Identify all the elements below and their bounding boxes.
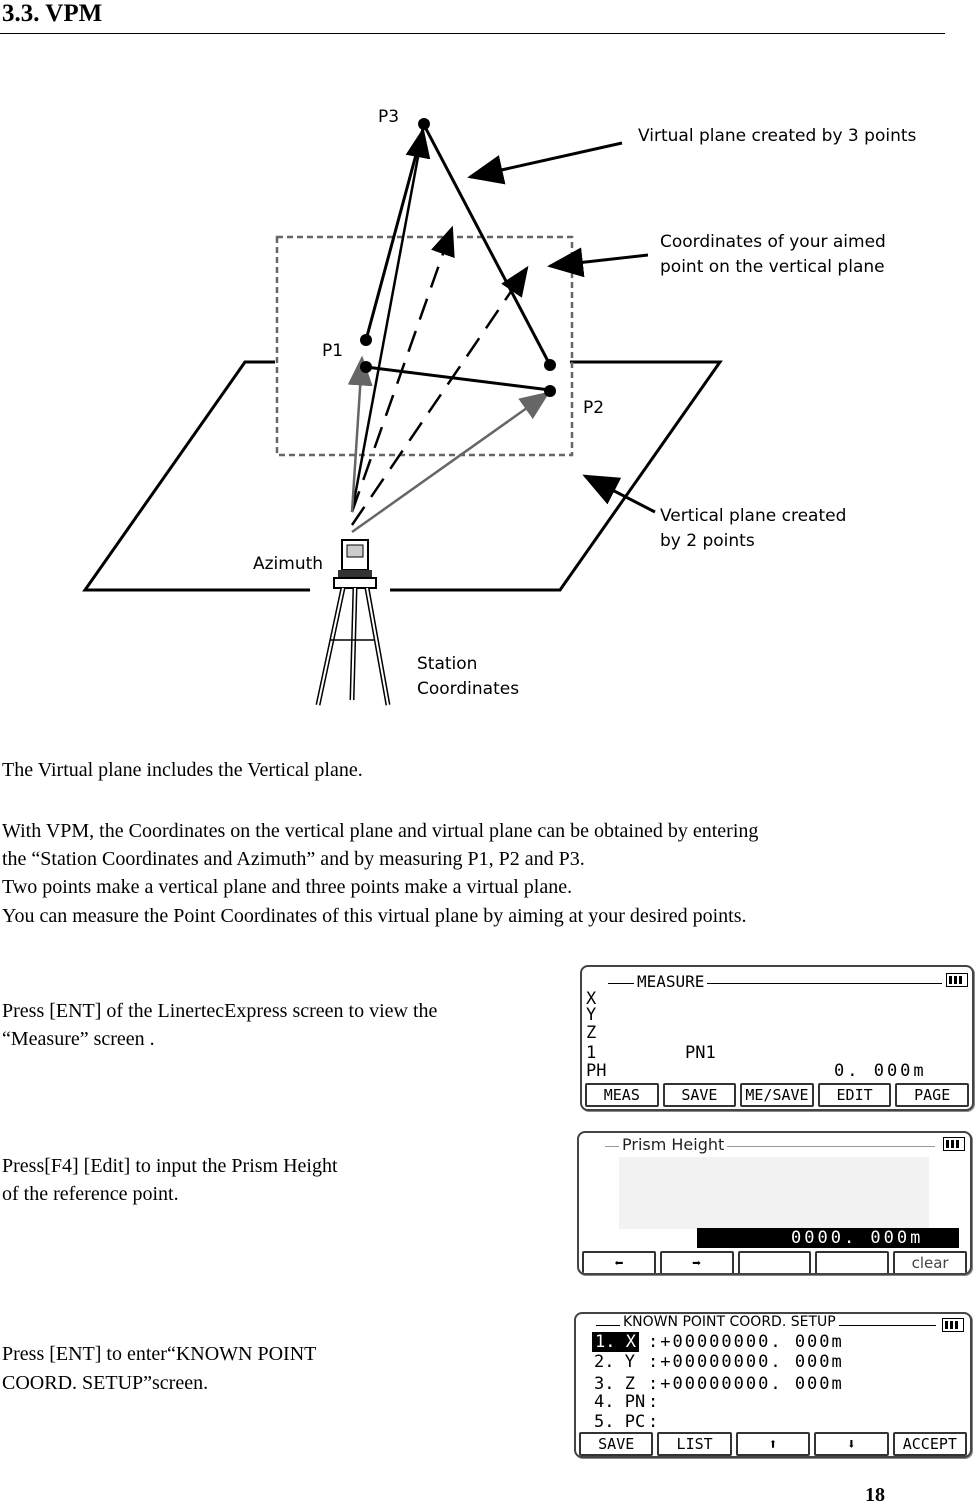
softkey-save[interactable]: SAVE (579, 1432, 653, 1456)
softkey-list[interactable]: LIST (657, 1432, 731, 1456)
label-p1: P1 (322, 341, 344, 361)
known-title: KNOWN POINT COORD. SETUP (620, 1314, 839, 1330)
point-p2-upper (544, 359, 556, 371)
softkey-edit[interactable]: EDIT (818, 1083, 892, 1107)
right-arrow-key[interactable]: ➡ (660, 1251, 734, 1275)
step-1-line: Press [ENT] of the LinertecExpress screen to view the (2, 1000, 438, 1022)
left-arrow-key[interactable]: ⬅ (582, 1251, 656, 1275)
field-pn-value[interactable]: : (648, 1392, 659, 1412)
label-aimed-1: Coordinates of your aimed (660, 232, 886, 252)
ph-value: 0. 000m (834, 1061, 927, 1081)
measure-title: MEASURE (634, 972, 707, 991)
measure-screen (580, 965, 974, 1111)
prism-height-screen (577, 1131, 972, 1275)
sight-p2 (352, 393, 548, 532)
field-z-label[interactable]: 3. Z (594, 1374, 635, 1394)
step-1-line: “Measure” screen . (2, 1028, 155, 1050)
paragraph-line: the “Station Coordinates and Azimuth” and by measuring P1, P2 and P3. (2, 848, 585, 870)
vpm-diagram (0, 60, 975, 720)
page-number: 18 (865, 1484, 885, 1506)
step-2-line: Press[F4] [Edit] to input the Prism Height (2, 1155, 338, 1177)
step-3-line: COORD. SETUP”screen. (2, 1372, 209, 1394)
label-p3: P3 (378, 107, 400, 127)
edge-p3-p1 (366, 125, 424, 340)
step-3-line: Press [ENT] to enter“KNOWN POINT (2, 1343, 317, 1365)
softkey-blank[interactable] (738, 1251, 812, 1275)
label-vertical-2: by 2 points (660, 531, 755, 551)
step-2-line: of the reference point. (2, 1183, 179, 1205)
label-station-1: Station (417, 654, 478, 674)
label-y: Y (586, 1005, 597, 1025)
point-p1 (360, 361, 372, 373)
label-p2: P2 (583, 398, 605, 418)
diagram-svg (0, 60, 975, 720)
field-pn-label[interactable]: 4. PN (594, 1392, 646, 1412)
field-y-label[interactable]: 2. Y (594, 1352, 635, 1372)
battery-icon (942, 1318, 964, 1332)
up-arrow-key[interactable]: ⬆ (736, 1432, 810, 1456)
paragraph-line: Two points make a vertical plane and three points make a virtual plane. (2, 876, 573, 898)
paragraph-line: You can measure the Point Coordinates of this virtual plane by aiming at your desired points. (2, 905, 747, 927)
field-x-label[interactable]: 1. X (592, 1332, 639, 1352)
label-virtual-plane: Virtual plane created by 3 points (638, 126, 917, 146)
point-number: 1 (586, 1043, 597, 1063)
point-p1-upper (360, 334, 372, 346)
field-z-value[interactable]: :+00000000. 000m (648, 1374, 844, 1394)
down-arrow-key[interactable]: ⬇ (814, 1432, 888, 1456)
label-z: Z (586, 1023, 597, 1043)
label-aimed-2: point on the vertical plane (660, 257, 885, 277)
field-y-value[interactable]: :+00000000. 000m (648, 1352, 844, 1372)
section-heading: 3.3. VPM (2, 0, 103, 27)
softkey-page[interactable]: PAGE (895, 1083, 969, 1107)
battery-icon (943, 1137, 965, 1151)
paragraph-intro: The Virtual plane includes the Vertical plane. (2, 759, 363, 781)
label-vertical-1: Vertical plane created (660, 506, 847, 526)
field-pc-value[interactable]: : (648, 1412, 659, 1432)
total-station-icon (318, 540, 388, 705)
battery-icon (946, 973, 968, 987)
prism-height-input[interactable]: 0000. 000m (791, 1228, 924, 1248)
label-station-2: Coordinates (417, 679, 520, 699)
callout-virtual (470, 143, 622, 177)
label-x: X (586, 989, 597, 1009)
heading-rule (0, 33, 945, 34)
edge-p3-p2 (424, 125, 550, 365)
clear-key[interactable]: clear (893, 1251, 967, 1275)
field-pc-label[interactable]: 5. PC (594, 1412, 646, 1432)
softkey-save[interactable]: SAVE (663, 1083, 737, 1107)
callout-aimed (550, 255, 648, 266)
softkey-blank[interactable] (815, 1251, 889, 1275)
prism-title: Prism Height (619, 1135, 727, 1154)
softkey-meas[interactable]: MEAS (585, 1083, 659, 1107)
known-point-screen (574, 1312, 972, 1458)
point-p2 (544, 385, 556, 397)
sight-dashed-2 (352, 268, 527, 525)
softkey-accept[interactable]: ACCEPT (893, 1432, 967, 1456)
point-name: PN1 (685, 1043, 716, 1063)
softkey-me-save[interactable]: ME/SAVE (740, 1083, 814, 1107)
label-azimuth: Azimuth (253, 554, 324, 574)
paragraph-line: With VPM, the Coordinates on the vertical plane and virtual plane can be obtained by entering (2, 820, 759, 842)
point-p3 (418, 118, 430, 130)
label-ph: PH (586, 1061, 607, 1081)
field-x-value[interactable]: :+00000000. 000m (648, 1332, 844, 1352)
